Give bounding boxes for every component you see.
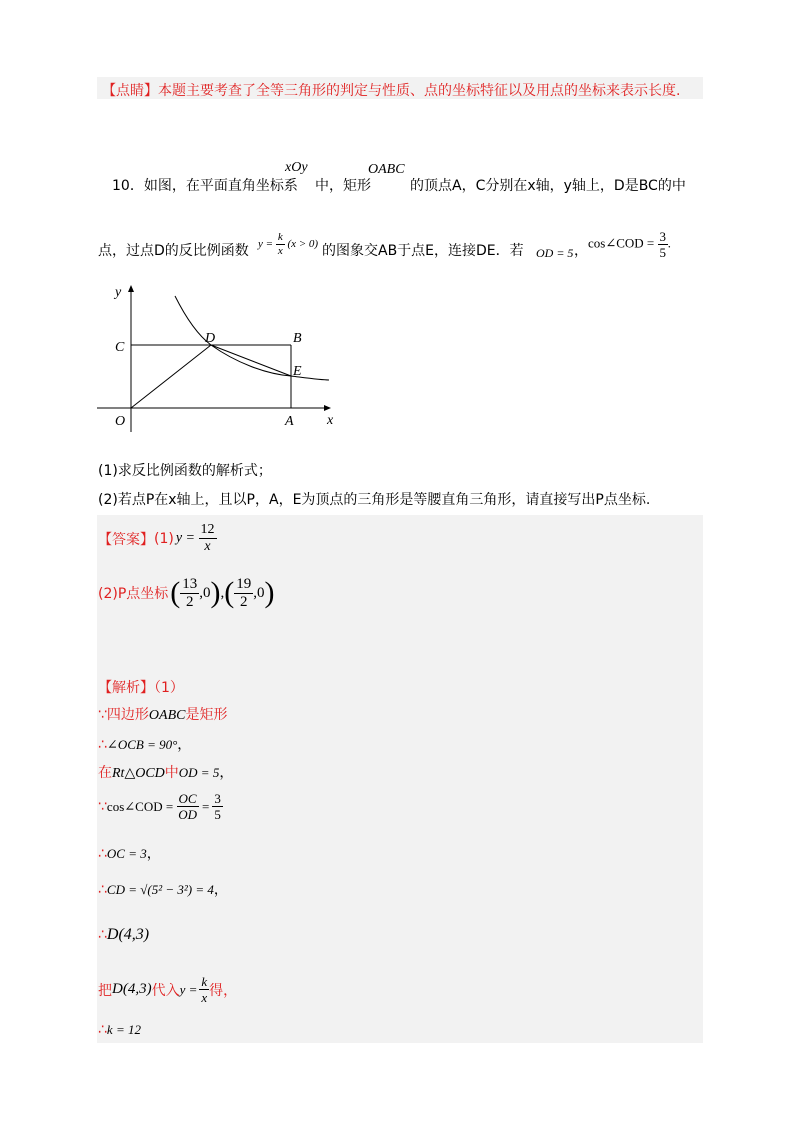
problem-line-1 bbox=[112, 175, 298, 195]
kx-formula: y = $\frac{k}{x}$ bbox=[179, 974, 208, 1005]
cos-condition: cos∠COD = $\frac{3}{5}$ . bbox=[588, 229, 672, 260]
od-condition: OD = 5 bbox=[536, 246, 574, 260]
question-1: (1)求反比例函数的解析式； bbox=[98, 463, 272, 479]
solution-step-3: 在Rt△OCD中OD = 5， bbox=[98, 765, 234, 781]
label-D: D bbox=[205, 331, 216, 346]
comment-tag: 【点睛】 bbox=[102, 83, 158, 99]
function-definition: y = $\frac{k}{x}$ (x > 0) bbox=[258, 231, 319, 257]
solution-step-2: ∴∠OCB = 90°， bbox=[98, 737, 192, 753]
answer-2-points: ( $\frac{13}{2}$ ,0 ) , ( $\frac{19}{2}$ ,0 ) bbox=[170, 575, 275, 610]
rect-label: OABC bbox=[368, 162, 405, 177]
solution-step-7: ∴D(4,3) bbox=[98, 926, 150, 943]
label-B: B bbox=[293, 331, 302, 346]
hyperbola-curve bbox=[175, 296, 329, 380]
solution-step-1: ∵四边形OABC是矩形 bbox=[98, 707, 228, 723]
problem-text-1a: 如图，在平面直角坐标系 bbox=[143, 178, 298, 194]
solution-step-4: ∵ cos∠COD = $\frac{OC}{OD}$ = $\frac{3}{5}$ bbox=[98, 791, 221, 822]
paren-open-1: ( bbox=[170, 576, 181, 609]
paren-open-2: ( bbox=[224, 576, 235, 609]
label-O: O bbox=[115, 414, 126, 429]
point2-x: $\frac{19}{2}$ bbox=[236, 575, 252, 610]
question-2: (2)若点P在x轴上，且以P，A，E为顶点的三角形是等腰直角三角形，请直接写出P点坐标. bbox=[98, 492, 651, 508]
answer-1-fraction: $\frac{12}{x}$ bbox=[200, 522, 215, 554]
comma: ， bbox=[574, 243, 588, 259]
segment-DE bbox=[211, 345, 291, 376]
solution-header: 【解析】（1） bbox=[98, 680, 184, 696]
label-A: A bbox=[285, 414, 294, 429]
paren-close-2: ) bbox=[264, 576, 275, 609]
coord-system-label: xOy bbox=[285, 160, 308, 175]
y-axis-arrow bbox=[128, 285, 134, 292]
answer-tag: 【答案】 bbox=[98, 531, 154, 548]
solution-step-9: ∴k = 12 bbox=[98, 1022, 141, 1038]
label-E: E bbox=[293, 364, 302, 379]
comment-text: 本题主要考查了全等三角形的判定与性质、点的坐标特征以及用点的坐标来表示长度. bbox=[158, 83, 681, 99]
cos-fraction: $\frac{3}{5}$ bbox=[659, 229, 667, 260]
geometry-figure bbox=[95, 282, 355, 437]
comment-line bbox=[102, 80, 680, 100]
x-axis-arrow bbox=[324, 405, 331, 411]
point1-x: $\frac{13}{2}$ bbox=[182, 575, 198, 610]
function-fraction: $\frac{k}{x}$ bbox=[277, 231, 283, 257]
kx-fraction: $\frac{k}{x}$ bbox=[201, 974, 208, 1005]
solution-step-8: 把 D(4,3) 代入 y = $\frac{k}{x}$ 得， bbox=[98, 974, 238, 1005]
label-C: C bbox=[115, 340, 125, 355]
problem-text-1b: 中，矩形 bbox=[315, 178, 371, 194]
problem-text-1c: 的顶点A，C分别在x轴，y轴上，D是BC的中 bbox=[410, 178, 686, 194]
answer-line-1: 【答案】 (1) y = $\frac{12}{x}$ bbox=[98, 522, 215, 554]
cos-equation: cos∠COD = $\frac{OC}{OD}$ = $\frac{3}{5}$ bbox=[106, 791, 221, 822]
answer-1-formula: y = $\frac{12}{x}$ bbox=[175, 522, 215, 554]
problem-text-2b: 的图象交AB于点E，连接DE．若 bbox=[322, 243, 524, 259]
solution-tag: 【解析】 bbox=[98, 680, 154, 696]
three-fifths-fraction: $\frac{3}{5}$ bbox=[214, 791, 221, 822]
solution-step-6: ∴CD = √(5² − 3²) = 4， bbox=[98, 882, 228, 898]
oc-od-fraction: $\frac{OC}{OD}$ bbox=[178, 791, 197, 822]
problem-text-2a: 点，过点D的反比例函数 bbox=[98, 243, 249, 259]
problem-number: 10． bbox=[112, 178, 144, 194]
label-x: x bbox=[327, 413, 334, 428]
label-y: y bbox=[115, 285, 122, 300]
paren-close-1: ) bbox=[210, 576, 221, 609]
solution-step-5: ∴OC = 3， bbox=[98, 846, 161, 862]
segment-OD bbox=[131, 345, 211, 408]
answer-line-2: (2)P点坐标 ( $\frac{13}{2}$ ,0 ) , ( $\frac{19}{2}$ ,0 ) bbox=[98, 575, 275, 610]
